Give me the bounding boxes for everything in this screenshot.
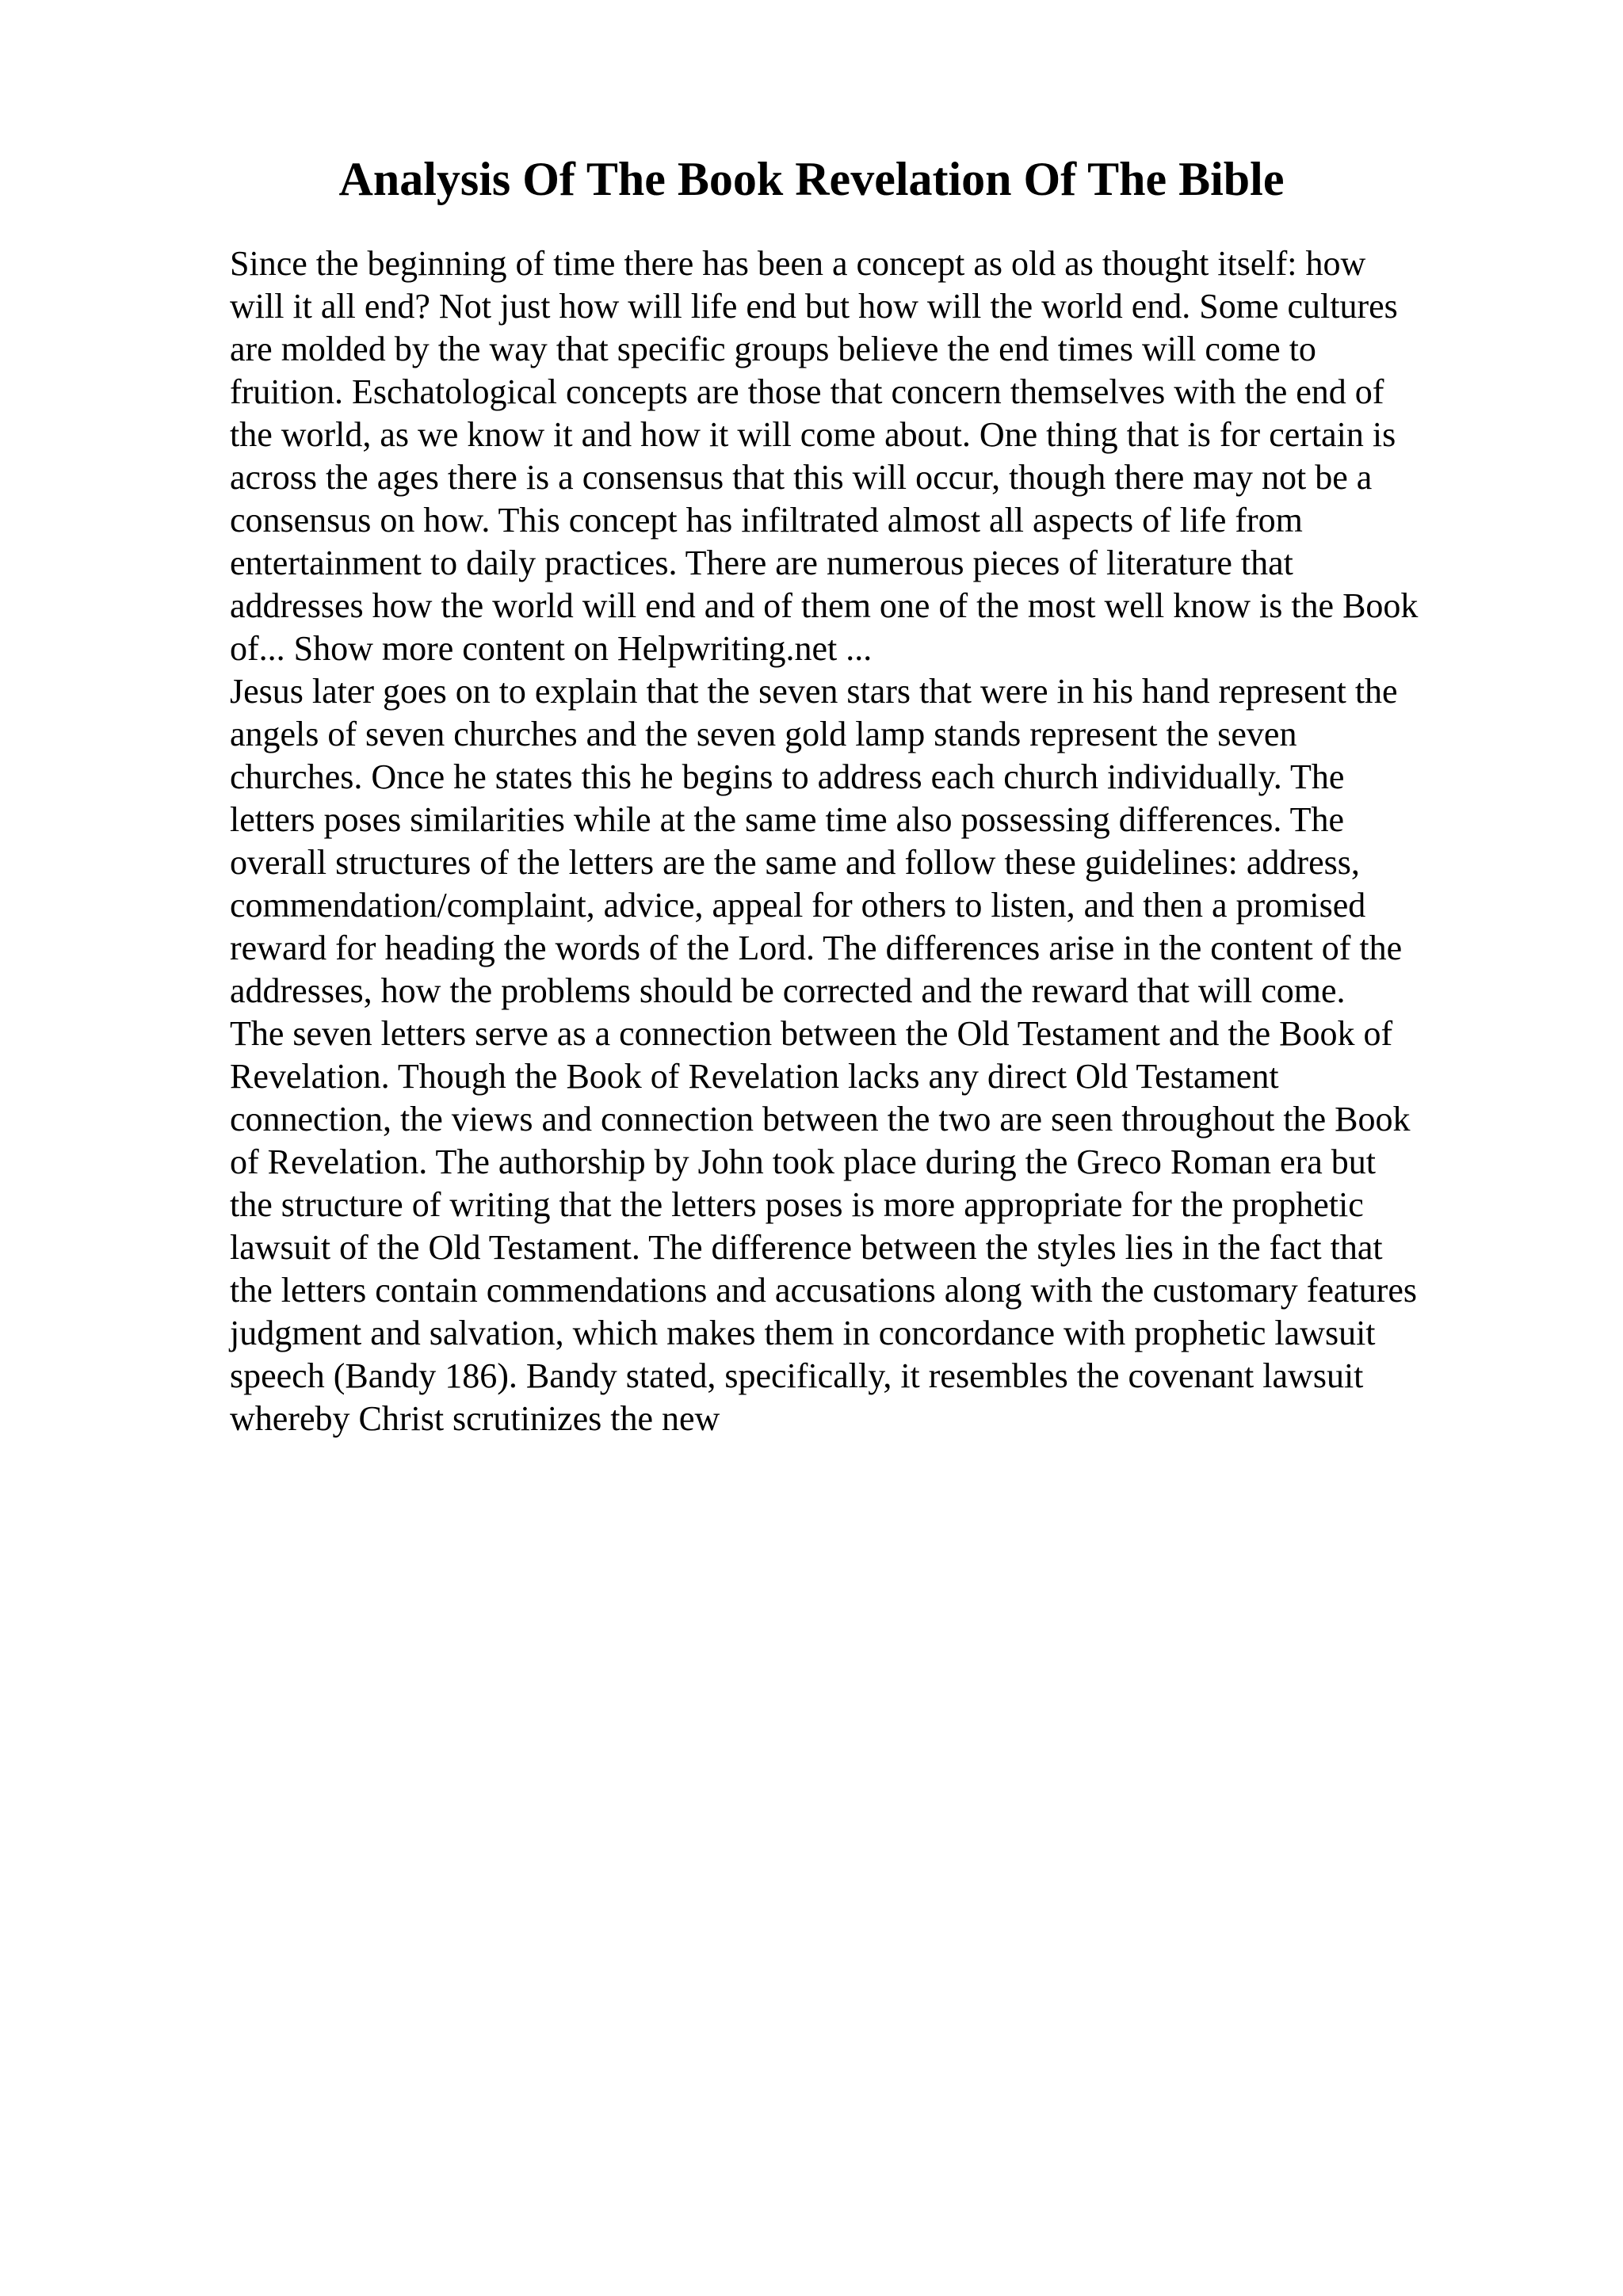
text-line: of Revelation. The authorship by John took place during the Greco Roman era but xyxy=(230,1142,1376,1181)
text-line: connection, the views and connection between the two are seen throughout the Book xyxy=(230,1100,1411,1138)
text-line: are molded by the way that specific groups believe the end times will come to xyxy=(230,330,1316,368)
text-line: commendation/complaint, advice, appeal for others to listen, and then a promised xyxy=(230,886,1366,925)
text-line: speech (Bandy 186). Bandy stated, specifically, it resembles the covenant lawsuit xyxy=(230,1356,1364,1395)
text-line: the structure of writing that the letters poses is more appropriate for the prophetic xyxy=(230,1185,1364,1224)
text-line: the letters contain commendations and accusations along with the customary features xyxy=(230,1271,1417,1310)
document-title: Analysis Of The Book Revelation Of The Bible xyxy=(338,153,1285,205)
text-line: fruition. Eschatological concepts are those that concern themselves with the end of xyxy=(230,372,1384,411)
text-line: Since the beginning of time there has been a concept as old as thought itself: how xyxy=(230,244,1366,283)
text-line: reward for heading the words of the Lord. The differences arise in the content of the xyxy=(230,929,1403,967)
text-line: Revelation. Though the Book of Revelation lacks any direct Old Testament xyxy=(230,1057,1279,1096)
text-line: addresses how the world will end and of them one of the most well know is the Book xyxy=(230,586,1419,625)
text-line: The seven letters serve as a connection between the Old Testament and the Book of xyxy=(230,1014,1393,1053)
text-line: overall structures of the letters are the same and follow these guidelines: address, xyxy=(230,843,1360,882)
text-line: of... Show more content on Helpwriting.net ... xyxy=(230,629,873,668)
text-line: letters poses similarities while at the same time also possessing differences. The xyxy=(230,800,1345,839)
text-line: judgment and salvation, which makes them in concordance with prophetic lawsuit xyxy=(230,1314,1376,1352)
text-line: churches. Once he states this he begins to address each church individually. The xyxy=(230,757,1345,796)
document-body xyxy=(230,242,1514,1440)
text-line: the world, as we know it and how it will come about. One thing that is for certain is xyxy=(230,415,1396,454)
text-line: lawsuit of the Old Testament. The difference between the styles lies in the fact that xyxy=(230,1228,1383,1267)
text-line: angels of seven churches and the seven gold lamp stands represent the seven xyxy=(230,715,1297,753)
text-line: entertainment to daily practices. There are numerous pieces of literature that xyxy=(230,543,1293,582)
text-line: addresses, how the problems should be corrected and the reward that will come. xyxy=(230,971,1346,1010)
text-line: Jesus later goes on to explain that the seven stars that were in his hand represent the xyxy=(230,672,1398,711)
text-line: whereby Christ scrutinizes the new xyxy=(230,1399,720,1438)
text-line: will it all end? Not just how will life end but how will the world end. Some cultures xyxy=(230,287,1398,326)
text-line: consensus on how. This concept has infiltrated almost all aspects of life from xyxy=(230,501,1303,540)
text-line: across the ages there is a consensus that this will occur, though there may not be a xyxy=(230,458,1373,497)
